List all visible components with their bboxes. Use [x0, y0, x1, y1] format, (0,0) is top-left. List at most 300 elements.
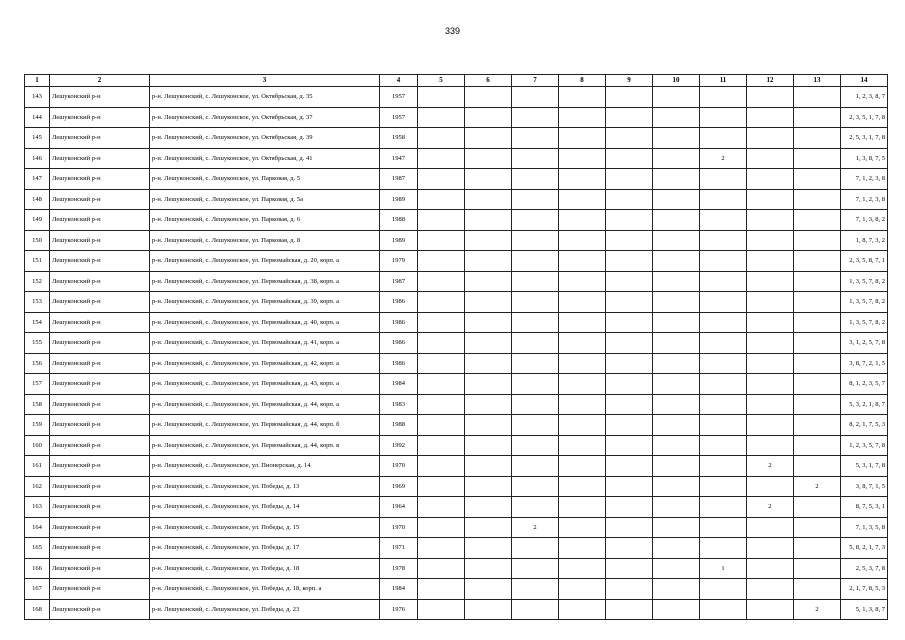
- year-cell: 1970: [380, 456, 418, 477]
- col5-cell: [418, 599, 465, 620]
- col14-cell: 1, 2, 3, 5, 7, 8: [841, 435, 888, 456]
- table-row: [25, 87, 888, 108]
- col7-cell: [512, 333, 559, 354]
- col9-cell: [606, 435, 653, 456]
- col12-cell: [747, 271, 794, 292]
- col10-cell: [653, 169, 700, 190]
- col10-cell: [653, 579, 700, 600]
- col14-cell: 7, 1, 3, 8, 2: [841, 210, 888, 231]
- col7-cell: [512, 497, 559, 518]
- district-cell: Лешуконский р-н: [50, 394, 150, 415]
- year-cell: 1976: [380, 599, 418, 620]
- col6-cell: [465, 579, 512, 600]
- col10-cell: [653, 189, 700, 210]
- table-row: [25, 415, 888, 436]
- col12-cell: [747, 538, 794, 559]
- col13-cell: [794, 415, 841, 436]
- col11-cell: [700, 456, 747, 477]
- year-cell: 1983: [380, 394, 418, 415]
- col11-cell: [700, 353, 747, 374]
- col14-cell: 1, 2, 3, 8, 7: [841, 87, 888, 108]
- col8-cell: [559, 230, 606, 251]
- row-number: 159: [25, 415, 50, 436]
- table-row: [25, 292, 888, 313]
- address-cell: р-н. Лешуконский, с. Лешуконское, ул. Первомайская, д. 44, корп. а: [150, 394, 380, 415]
- col6-cell: [465, 497, 512, 518]
- col10-cell: [653, 517, 700, 538]
- table-row: [25, 353, 888, 374]
- col13-cell: [794, 579, 841, 600]
- col8-cell: [559, 312, 606, 333]
- col5-cell: [418, 312, 465, 333]
- col7-cell: [512, 374, 559, 395]
- row-number: 151: [25, 251, 50, 272]
- col9-cell: [606, 579, 653, 600]
- col8-cell: [559, 353, 606, 374]
- col14-cell: 7, 1, 2, 3, 8: [841, 169, 888, 190]
- column-header-2: 2: [50, 75, 150, 87]
- address-cell: р-н. Лешуконский, с. Лешуконское, ул. Первомайская, д. 44, корп. б: [150, 415, 380, 436]
- col5-cell: [418, 148, 465, 169]
- col12-cell: [747, 312, 794, 333]
- col8-cell: [559, 107, 606, 128]
- row-number: 158: [25, 394, 50, 415]
- col11-cell: [700, 210, 747, 231]
- row-number: 168: [25, 599, 50, 620]
- district-cell: Лешуконский р-н: [50, 558, 150, 579]
- year-cell: 1988: [380, 415, 418, 436]
- col6-cell: [465, 169, 512, 190]
- table-body: [25, 87, 888, 620]
- col11-cell: [700, 230, 747, 251]
- year-cell: 1984: [380, 579, 418, 600]
- table-row: [25, 333, 888, 354]
- col6-cell: [465, 210, 512, 231]
- col9-cell: [606, 538, 653, 559]
- col13-cell: [794, 169, 841, 190]
- col14-cell: 2, 5, 3, 7, 8: [841, 558, 888, 579]
- address-cell: р-н. Лешуконский, с. Лешуконское, ул. Первомайская, д. 39, корп. а: [150, 292, 380, 313]
- col12-cell: [747, 210, 794, 231]
- col11-cell: [700, 394, 747, 415]
- col5-cell: [418, 579, 465, 600]
- year-cell: 1979: [380, 251, 418, 272]
- row-number: 144: [25, 107, 50, 128]
- year-cell: 1970: [380, 517, 418, 538]
- col7-cell: [512, 230, 559, 251]
- col6-cell: [465, 415, 512, 436]
- district-cell: Лешуконский р-н: [50, 251, 150, 272]
- year-cell: 1986: [380, 353, 418, 374]
- col6-cell: [465, 599, 512, 620]
- table-row: [25, 497, 888, 518]
- year-cell: 1988: [380, 210, 418, 231]
- address-cell: р-н. Лешуконский, с. Лешуконское, ул. Первомайская, д. 41, корп. а: [150, 333, 380, 354]
- col10-cell: [653, 394, 700, 415]
- row-number: 162: [25, 476, 50, 497]
- col5-cell: [418, 558, 465, 579]
- col11-cell: [700, 107, 747, 128]
- col10-cell: [653, 599, 700, 620]
- col12-cell: [747, 107, 794, 128]
- col5-cell: [418, 435, 465, 456]
- col9-cell: [606, 312, 653, 333]
- col13-cell: [794, 456, 841, 477]
- row-number: 148: [25, 189, 50, 210]
- row-number: 166: [25, 558, 50, 579]
- col14-cell: 2, 5, 3, 1, 7, 8: [841, 128, 888, 149]
- col12-cell: [747, 415, 794, 436]
- col9-cell: [606, 497, 653, 518]
- col9-cell: [606, 230, 653, 251]
- year-cell: 1989: [380, 230, 418, 251]
- register-table: [24, 74, 888, 620]
- col7-cell: [512, 353, 559, 374]
- col8-cell: [559, 579, 606, 600]
- col8-cell: [559, 476, 606, 497]
- district-cell: Лешуконский р-н: [50, 169, 150, 190]
- col5-cell: [418, 476, 465, 497]
- col10-cell: [653, 435, 700, 456]
- row-number: 163: [25, 497, 50, 518]
- col14-cell: 1, 3, 8, 7, 5: [841, 148, 888, 169]
- row-number: 167: [25, 579, 50, 600]
- col5-cell: [418, 456, 465, 477]
- col5-cell: [418, 251, 465, 272]
- table-row: [25, 169, 888, 190]
- col6-cell: [465, 189, 512, 210]
- table-row: [25, 456, 888, 477]
- district-cell: Лешуконский р-н: [50, 599, 150, 620]
- col5-cell: [418, 292, 465, 313]
- col6-cell: [465, 558, 512, 579]
- address-cell: р-н. Лешуконский, с. Лешуконское, ул. Победы, д. 13: [150, 476, 380, 497]
- table-row: [25, 230, 888, 251]
- col6-cell: [465, 230, 512, 251]
- row-number: 150: [25, 230, 50, 251]
- table-row: [25, 374, 888, 395]
- col7-cell: [512, 292, 559, 313]
- col14-cell: 7, 1, 2, 3, 8: [841, 189, 888, 210]
- col6-cell: [465, 87, 512, 108]
- header-row: [25, 75, 888, 87]
- col5-cell: [418, 107, 465, 128]
- row-number: 153: [25, 292, 50, 313]
- table-row: [25, 189, 888, 210]
- address-cell: р-н. Лешуконский, с. Лешуконское, ул. Парковая, д. 5: [150, 169, 380, 190]
- address-cell: р-н. Лешуконский, с. Лешуконское, ул. Первомайская, д. 43, корп. а: [150, 374, 380, 395]
- col10-cell: [653, 476, 700, 497]
- row-number: 164: [25, 517, 50, 538]
- col13-cell: [794, 353, 841, 374]
- col11-cell: [700, 579, 747, 600]
- col5-cell: [418, 333, 465, 354]
- col12-cell: [747, 333, 794, 354]
- col14-cell: 5, 3, 1, 7, 8: [841, 456, 888, 477]
- col13-cell: [794, 497, 841, 518]
- col10-cell: [653, 456, 700, 477]
- col7-cell: [512, 251, 559, 272]
- col11-cell: [700, 312, 747, 333]
- col10-cell: [653, 271, 700, 292]
- col9-cell: [606, 558, 653, 579]
- col8-cell: [559, 333, 606, 354]
- address-cell: р-н. Лешуконский, с. Лешуконское, ул. Первомайская, д. 20, корп. а: [150, 251, 380, 272]
- col14-cell: 5, 8, 2, 1, 7, 3: [841, 538, 888, 559]
- col9-cell: [606, 148, 653, 169]
- table-row: [25, 538, 888, 559]
- col8-cell: [559, 517, 606, 538]
- address-cell: р-н. Лешуконский, с. Лешуконское, ул. Парковая, д. 6: [150, 210, 380, 231]
- col13-cell: [794, 517, 841, 538]
- district-cell: Лешуконский р-н: [50, 353, 150, 374]
- col9-cell: [606, 415, 653, 436]
- col9-cell: [606, 128, 653, 149]
- row-number: 152: [25, 271, 50, 292]
- year-cell: 1987: [380, 271, 418, 292]
- col11-cell: 1: [700, 558, 747, 579]
- col8-cell: [559, 456, 606, 477]
- col8-cell: [559, 374, 606, 395]
- col14-cell: 2, 1, 7, 8, 5, 3: [841, 579, 888, 600]
- row-number: 156: [25, 353, 50, 374]
- col12-cell: [747, 517, 794, 538]
- col10-cell: [653, 538, 700, 559]
- col7-cell: [512, 271, 559, 292]
- col12-cell: [747, 558, 794, 579]
- col5-cell: [418, 230, 465, 251]
- col14-cell: 5, 1, 3, 8, 7: [841, 599, 888, 620]
- col9-cell: [606, 394, 653, 415]
- col13-cell: 2: [794, 476, 841, 497]
- col7-cell: [512, 148, 559, 169]
- col13-cell: [794, 189, 841, 210]
- address-cell: р-н. Лешуконский, с. Лешуконское, ул. Октябрьская, д. 35: [150, 87, 380, 108]
- col6-cell: [465, 374, 512, 395]
- col10-cell: [653, 353, 700, 374]
- col7-cell: 2: [512, 517, 559, 538]
- col10-cell: [653, 312, 700, 333]
- col9-cell: [606, 476, 653, 497]
- col8-cell: [559, 292, 606, 313]
- col6-cell: [465, 107, 512, 128]
- col8-cell: [559, 538, 606, 559]
- col6-cell: [465, 333, 512, 354]
- col9-cell: [606, 210, 653, 231]
- district-cell: Лешуконский р-н: [50, 456, 150, 477]
- row-number: 165: [25, 538, 50, 559]
- col6-cell: [465, 128, 512, 149]
- column-header-8: 8: [559, 75, 606, 87]
- address-cell: р-н. Лешуконский, с. Лешуконское, ул. Октябрьская, д. 37: [150, 107, 380, 128]
- col11-cell: [700, 169, 747, 190]
- district-cell: Лешуконский р-н: [50, 579, 150, 600]
- district-cell: Лешуконский р-н: [50, 148, 150, 169]
- col8-cell: [559, 415, 606, 436]
- col14-cell: 1, 3, 5, 7, 8, 2: [841, 312, 888, 333]
- col6-cell: [465, 251, 512, 272]
- year-cell: 1971: [380, 538, 418, 559]
- col11-cell: [700, 251, 747, 272]
- col9-cell: [606, 271, 653, 292]
- col5-cell: [418, 87, 465, 108]
- col14-cell: 8, 7, 5, 3, 1: [841, 497, 888, 518]
- col12-cell: [747, 251, 794, 272]
- col11-cell: 2: [700, 148, 747, 169]
- col9-cell: [606, 169, 653, 190]
- col14-cell: 7, 1, 3, 5, 8: [841, 517, 888, 538]
- table-row: [25, 558, 888, 579]
- col5-cell: [418, 497, 465, 518]
- row-number: 143: [25, 87, 50, 108]
- col5-cell: [418, 415, 465, 436]
- col12-cell: [747, 353, 794, 374]
- district-cell: Лешуконский р-н: [50, 107, 150, 128]
- col8-cell: [559, 87, 606, 108]
- col12-cell: [747, 476, 794, 497]
- address-cell: р-н. Лешуконский, с. Лешуконское, ул. Победы, д. 18, корп. а: [150, 579, 380, 600]
- col6-cell: [465, 271, 512, 292]
- col11-cell: [700, 415, 747, 436]
- col11-cell: [700, 374, 747, 395]
- col8-cell: [559, 189, 606, 210]
- col6-cell: [465, 456, 512, 477]
- year-cell: 1964: [380, 497, 418, 518]
- col8-cell: [559, 169, 606, 190]
- year-cell: 1958: [380, 128, 418, 149]
- column-header-10: 10: [653, 75, 700, 87]
- district-cell: Лешуконский р-н: [50, 87, 150, 108]
- col11-cell: [700, 435, 747, 456]
- address-cell: р-н. Лешуконский, с. Лешуконское, ул. Октябрьская, д. 41: [150, 148, 380, 169]
- col5-cell: [418, 538, 465, 559]
- column-header-9: 9: [606, 75, 653, 87]
- col7-cell: [512, 210, 559, 231]
- col11-cell: [700, 271, 747, 292]
- address-cell: р-н. Лешуконский, с. Лешуконское, ул. Победы, д. 14: [150, 497, 380, 518]
- col8-cell: [559, 497, 606, 518]
- row-number: 145: [25, 128, 50, 149]
- column-header-13: 13: [794, 75, 841, 87]
- col11-cell: [700, 292, 747, 313]
- row-number: 147: [25, 169, 50, 190]
- col14-cell: 2, 3, 5, 8, 7, 1: [841, 251, 888, 272]
- col13-cell: [794, 374, 841, 395]
- col12-cell: 2: [747, 456, 794, 477]
- table-row: [25, 148, 888, 169]
- year-cell: 1987: [380, 169, 418, 190]
- col6-cell: [465, 292, 512, 313]
- col12-cell: [747, 189, 794, 210]
- col5-cell: [418, 169, 465, 190]
- column-header-6: 6: [465, 75, 512, 87]
- col13-cell: [794, 87, 841, 108]
- district-cell: Лешуконский р-н: [50, 476, 150, 497]
- col13-cell: [794, 251, 841, 272]
- table-row: [25, 107, 888, 128]
- col13-cell: [794, 210, 841, 231]
- row-number: 160: [25, 435, 50, 456]
- column-header-7: 7: [512, 75, 559, 87]
- col10-cell: [653, 128, 700, 149]
- col14-cell: 1, 3, 5, 7, 8, 2: [841, 271, 888, 292]
- col7-cell: [512, 538, 559, 559]
- col12-cell: [747, 87, 794, 108]
- col6-cell: [465, 538, 512, 559]
- col6-cell: [465, 517, 512, 538]
- col12-cell: [747, 128, 794, 149]
- col13-cell: 2: [794, 599, 841, 620]
- district-cell: Лешуконский р-н: [50, 517, 150, 538]
- col13-cell: [794, 292, 841, 313]
- row-number: 155: [25, 333, 50, 354]
- col11-cell: [700, 476, 747, 497]
- col13-cell: [794, 394, 841, 415]
- col13-cell: [794, 333, 841, 354]
- column-header-11: 11: [700, 75, 747, 87]
- col5-cell: [418, 271, 465, 292]
- district-cell: Лешуконский р-н: [50, 292, 150, 313]
- col10-cell: [653, 374, 700, 395]
- col9-cell: [606, 599, 653, 620]
- year-cell: 1986: [380, 333, 418, 354]
- table-row: [25, 599, 888, 620]
- district-cell: Лешуконский р-н: [50, 271, 150, 292]
- col10-cell: [653, 87, 700, 108]
- address-cell: р-н. Лешуконский, с. Лешуконское, ул. Парковая, д. 5а: [150, 189, 380, 210]
- address-cell: р-н. Лешуконский, с. Лешуконское, ул. Парковая, д. 8: [150, 230, 380, 251]
- col10-cell: [653, 148, 700, 169]
- table-row: [25, 251, 888, 272]
- col14-cell: 1, 8, 7, 3, 2: [841, 230, 888, 251]
- table-row: [25, 210, 888, 231]
- table-row: [25, 394, 888, 415]
- col12-cell: [747, 599, 794, 620]
- col8-cell: [559, 271, 606, 292]
- col7-cell: [512, 107, 559, 128]
- col13-cell: [794, 107, 841, 128]
- row-number: 149: [25, 210, 50, 231]
- col14-cell: 3, 8, 7, 1, 5: [841, 476, 888, 497]
- col12-cell: [747, 230, 794, 251]
- address-cell: р-н. Лешуконский, с. Лешуконское, ул. Первомайская, д. 42, корп. а: [150, 353, 380, 374]
- col10-cell: [653, 292, 700, 313]
- col5-cell: [418, 374, 465, 395]
- district-cell: Лешуконский р-н: [50, 415, 150, 436]
- district-cell: Лешуконский р-н: [50, 128, 150, 149]
- col11-cell: [700, 517, 747, 538]
- col8-cell: [559, 128, 606, 149]
- address-cell: р-н. Лешуконский, с. Лешуконское, ул. Первомайская, д. 38, корп. а: [150, 271, 380, 292]
- col6-cell: [465, 435, 512, 456]
- col11-cell: [700, 333, 747, 354]
- page-number: 339: [444, 26, 461, 36]
- address-cell: р-н. Лешуконский, с. Лешуконское, ул. Пионерская, д. 14: [150, 456, 380, 477]
- year-cell: 1986: [380, 292, 418, 313]
- district-cell: Лешуконский р-н: [50, 230, 150, 251]
- col14-cell: 3, 8, 7, 2, 1, 5: [841, 353, 888, 374]
- col10-cell: [653, 415, 700, 436]
- col6-cell: [465, 312, 512, 333]
- address-cell: р-н. Лешуконский, с. Лешуконское, ул. Победы, д. 23: [150, 599, 380, 620]
- col7-cell: [512, 394, 559, 415]
- year-cell: 1947: [380, 148, 418, 169]
- column-header-4: 4: [380, 75, 418, 87]
- col5-cell: [418, 210, 465, 231]
- col6-cell: [465, 394, 512, 415]
- row-number: 161: [25, 456, 50, 477]
- district-cell: Лешуконский р-н: [50, 497, 150, 518]
